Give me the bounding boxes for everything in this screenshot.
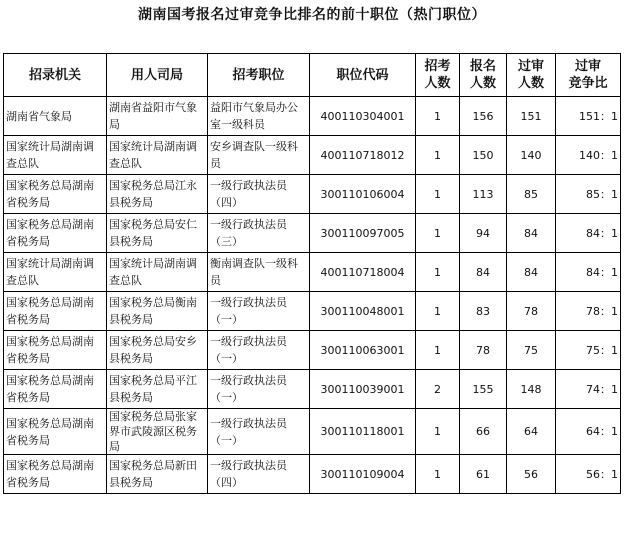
positions-table	[3, 53, 621, 494]
cell-bureau: 国家税务总局江永县税务局	[107, 175, 208, 214]
cell-agency: 国家税务总局湖南省税务局	[4, 214, 107, 253]
cell-applicants: 78	[460, 331, 507, 370]
cell-applicants: 150	[460, 136, 507, 175]
cell-position: 一级行政执法员（一）	[208, 409, 310, 455]
cell-ratio: 74：1	[556, 370, 621, 409]
cell-ratio: 64：1	[556, 409, 621, 455]
table-row	[4, 97, 621, 136]
cell-code: 300110048001	[310, 292, 416, 331]
header-position: 招考职位	[208, 54, 310, 97]
cell-applicants: 155	[460, 370, 507, 409]
cell-code: 300110097005	[310, 214, 416, 253]
cell-agency: 国家统计局湖南调查总队	[4, 253, 107, 292]
cell-applicants: 156	[460, 97, 507, 136]
cell-approved: 56	[507, 455, 556, 494]
cell-bureau: 国家税务总局平江县税务局	[107, 370, 208, 409]
cell-ratio: 84：1	[556, 214, 621, 253]
cell-code: 400110304001	[310, 97, 416, 136]
cell-approved: 140	[507, 136, 556, 175]
table-row	[4, 292, 621, 331]
cell-applicants: 66	[460, 409, 507, 455]
cell-position: 一级行政执法员（四）	[208, 175, 310, 214]
cell-openings: 1	[416, 455, 460, 494]
header-employing-bureau: 用人司局	[107, 54, 208, 97]
cell-agency: 国家税务总局湖南省税务局	[4, 455, 107, 494]
cell-approved: 75	[507, 331, 556, 370]
cell-openings: 1	[416, 136, 460, 175]
cell-bureau: 湖南省益阳市气象局	[107, 97, 208, 136]
cell-openings: 1	[416, 409, 460, 455]
header-position-code: 职位代码	[310, 54, 416, 97]
cell-bureau: 国家税务总局安乡县税务局	[107, 331, 208, 370]
cell-code: 300110106004	[310, 175, 416, 214]
cell-code: 400110718012	[310, 136, 416, 175]
cell-ratio: 78：1	[556, 292, 621, 331]
cell-position: 一级行政执法员（四）	[208, 455, 310, 494]
cell-openings: 1	[416, 97, 460, 136]
header-applicants: 报名 人数	[460, 54, 507, 97]
cell-code: 300110039001	[310, 370, 416, 409]
cell-openings: 1	[416, 175, 460, 214]
table-row	[4, 214, 621, 253]
cell-agency: 国家税务总局湖南省税务局	[4, 331, 107, 370]
cell-approved: 148	[507, 370, 556, 409]
cell-openings: 1	[416, 253, 460, 292]
header-recruiting-agency: 招录机关	[4, 54, 107, 97]
cell-applicants: 113	[460, 175, 507, 214]
cell-code: 300110109004	[310, 455, 416, 494]
cell-approved: 84	[507, 253, 556, 292]
cell-position: 一级行政执法员（三）	[208, 214, 310, 253]
table-row	[4, 331, 621, 370]
cell-openings: 2	[416, 370, 460, 409]
cell-agency: 国家税务总局湖南省税务局	[4, 292, 107, 331]
cell-applicants: 84	[460, 253, 507, 292]
cell-code: 300110118001	[310, 409, 416, 455]
cell-openings: 1	[416, 214, 460, 253]
cell-bureau: 国家税务总局张家界市武陵源区税务局	[107, 409, 208, 455]
cell-bureau: 国家税务总局新田县税务局	[107, 455, 208, 494]
cell-agency: 国家税务总局湖南省税务局	[4, 175, 107, 214]
header-approved: 过审 人数	[507, 54, 556, 97]
cell-ratio: 85：1	[556, 175, 621, 214]
cell-ratio: 56：1	[556, 455, 621, 494]
cell-ratio: 151：1	[556, 97, 621, 136]
cell-ratio: 84：1	[556, 253, 621, 292]
table-row	[4, 175, 621, 214]
header-openings: 招考 人数	[416, 54, 460, 97]
cell-code: 300110063001	[310, 331, 416, 370]
cell-agency: 国家税务总局湖南省税务局	[4, 409, 107, 455]
table-row	[4, 253, 621, 292]
cell-code: 400110718004	[310, 253, 416, 292]
table-row	[4, 409, 621, 455]
cell-position: 一级行政执法员（一）	[208, 370, 310, 409]
cell-applicants: 83	[460, 292, 507, 331]
cell-agency: 湖南省气象局	[4, 97, 107, 136]
cell-applicants: 94	[460, 214, 507, 253]
header-ratio: 过审 竞争比	[556, 54, 621, 97]
cell-approved: 64	[507, 409, 556, 455]
cell-position: 衡南调查队一级科员	[208, 253, 310, 292]
cell-bureau: 国家税务总局衡南县税务局	[107, 292, 208, 331]
cell-openings: 1	[416, 331, 460, 370]
cell-agency: 国家统计局湖南调查总队	[4, 136, 107, 175]
table-row	[4, 370, 621, 409]
cell-ratio: 140：1	[556, 136, 621, 175]
cell-approved: 85	[507, 175, 556, 214]
cell-bureau: 国家统计局湖南调查总队	[107, 136, 208, 175]
cell-bureau: 国家税务总局安仁县税务局	[107, 214, 208, 253]
cell-applicants: 61	[460, 455, 507, 494]
cell-ratio: 75：1	[556, 331, 621, 370]
cell-position: 安乡调查队一级科员	[208, 136, 310, 175]
cell-approved: 78	[507, 292, 556, 331]
table-header-row	[4, 54, 621, 97]
cell-position: 一级行政执法员（一）	[208, 292, 310, 331]
page-title: 湖南国考报名过审竞争比排名的前十职位（热门职位）	[138, 7, 486, 23]
table-row	[4, 136, 621, 175]
cell-approved: 84	[507, 214, 556, 253]
cell-position: 益阳市气象局办公室一级科员	[208, 97, 310, 136]
cell-openings: 1	[416, 292, 460, 331]
cell-approved: 151	[507, 97, 556, 136]
cell-agency: 国家税务总局湖南省税务局	[4, 370, 107, 409]
cell-position: 一级行政执法员（一）	[208, 331, 310, 370]
table-row	[4, 455, 621, 494]
cell-bureau: 国家统计局湖南调查总队	[107, 253, 208, 292]
